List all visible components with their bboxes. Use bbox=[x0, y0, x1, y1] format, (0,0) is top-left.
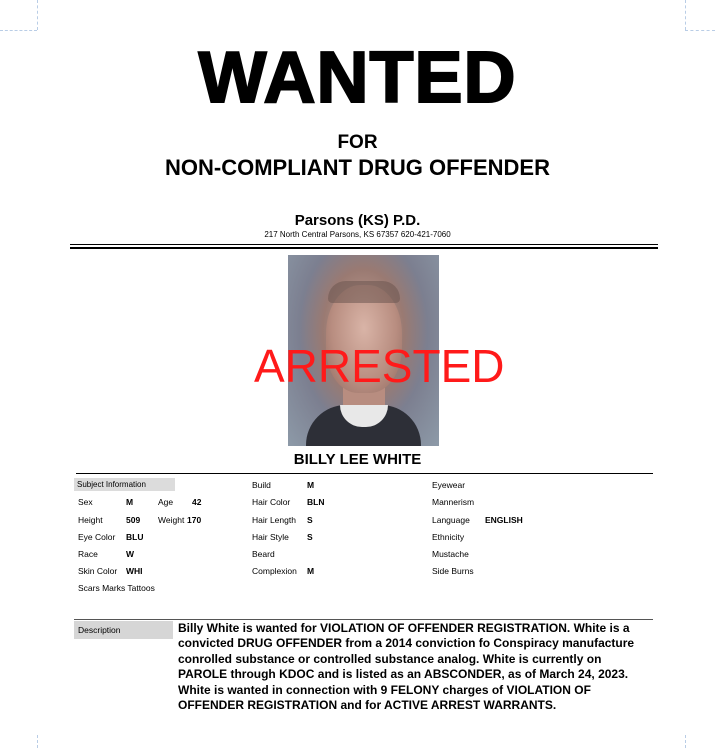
eye-color-label: Eye Color bbox=[78, 532, 116, 542]
build-label: Build bbox=[252, 480, 271, 490]
language-value: ENGLISH bbox=[485, 515, 523, 525]
agency-name: Parsons (KS) P.D. bbox=[294, 212, 421, 229]
hair-style-value: S bbox=[307, 532, 313, 542]
age-label: Age bbox=[158, 497, 174, 507]
complexion-value: M bbox=[307, 566, 315, 576]
poster-reason: NON-COMPLIANT DRUG OFFENDER bbox=[165, 155, 550, 180]
hair-color-value: BLN bbox=[307, 497, 325, 507]
description-text: Billy White is wanted for VIOLATION OF OFFENDER REGISTRATION. White is a convicted DRUG OFFENDER from a 2014 conviction fo Conspiracy manufacture conrolled substance or controlled substance analog. White is currently on PAROLE through KDOC and is listed as an ABSCONDER, as of March 24, 2023. White is wanted in connection with 9 FELONY charges of VIOLATION OF OFFENDER REGISTRATION and for ACTIVE ARREST WARRANTS. bbox=[178, 621, 635, 713]
sex-label: Sex bbox=[78, 497, 93, 507]
complexion-label: Complexion bbox=[252, 566, 297, 576]
subject-name: BILLY LEE WHITE bbox=[293, 451, 422, 468]
divider bbox=[76, 473, 653, 474]
divider bbox=[70, 244, 658, 245]
poster-title: WANTED bbox=[198, 38, 517, 118]
ethnicity-label: Ethnicity bbox=[432, 532, 465, 542]
eye-color-value: BLU bbox=[126, 532, 144, 542]
skin-color-value: WHI bbox=[126, 566, 143, 576]
weight-label: Weight bbox=[158, 515, 185, 525]
agency-address: 217 North Central Parsons, KS 67357 620-421-7060 bbox=[264, 230, 451, 239]
hair-color-label: Hair Color bbox=[252, 497, 291, 507]
race-value: W bbox=[126, 549, 135, 559]
crop-mark bbox=[685, 0, 686, 30]
divider bbox=[70, 247, 658, 249]
side-burns-label: Side Burns bbox=[432, 566, 474, 576]
age-value: 42 bbox=[192, 497, 202, 507]
height-value: 509 bbox=[126, 515, 141, 525]
build-value: M bbox=[307, 480, 315, 490]
crop-mark bbox=[685, 30, 715, 31]
crop-mark bbox=[37, 735, 38, 748]
eyewear-label: Eyewear bbox=[432, 480, 466, 490]
race-label: Race bbox=[78, 549, 98, 559]
weight-value: 170 bbox=[187, 515, 202, 525]
arrested-stamp: ARRESTED bbox=[254, 340, 505, 392]
hair-length-label: Hair Length bbox=[252, 515, 296, 525]
description-label: Description bbox=[74, 621, 173, 639]
scars-label: Scars Marks Tattoos bbox=[78, 583, 155, 593]
poster-for: FOR bbox=[337, 132, 378, 153]
height-label: Height bbox=[78, 515, 103, 525]
mannerism-label: Mannerism bbox=[432, 497, 475, 507]
subject-info-header: Subject Information bbox=[74, 478, 175, 491]
skin-color-label: Skin Color bbox=[78, 566, 118, 576]
mustache-label: Mustache bbox=[432, 549, 469, 559]
hair-style-label: Hair Style bbox=[252, 532, 289, 542]
hair-length-value: S bbox=[307, 515, 313, 525]
crop-mark bbox=[685, 735, 686, 748]
divider bbox=[74, 619, 653, 620]
crop-mark bbox=[37, 0, 38, 30]
crop-mark bbox=[0, 30, 37, 31]
sex-value: M bbox=[126, 497, 134, 507]
language-label: Language bbox=[432, 515, 470, 525]
beard-label: Beard bbox=[252, 549, 275, 559]
